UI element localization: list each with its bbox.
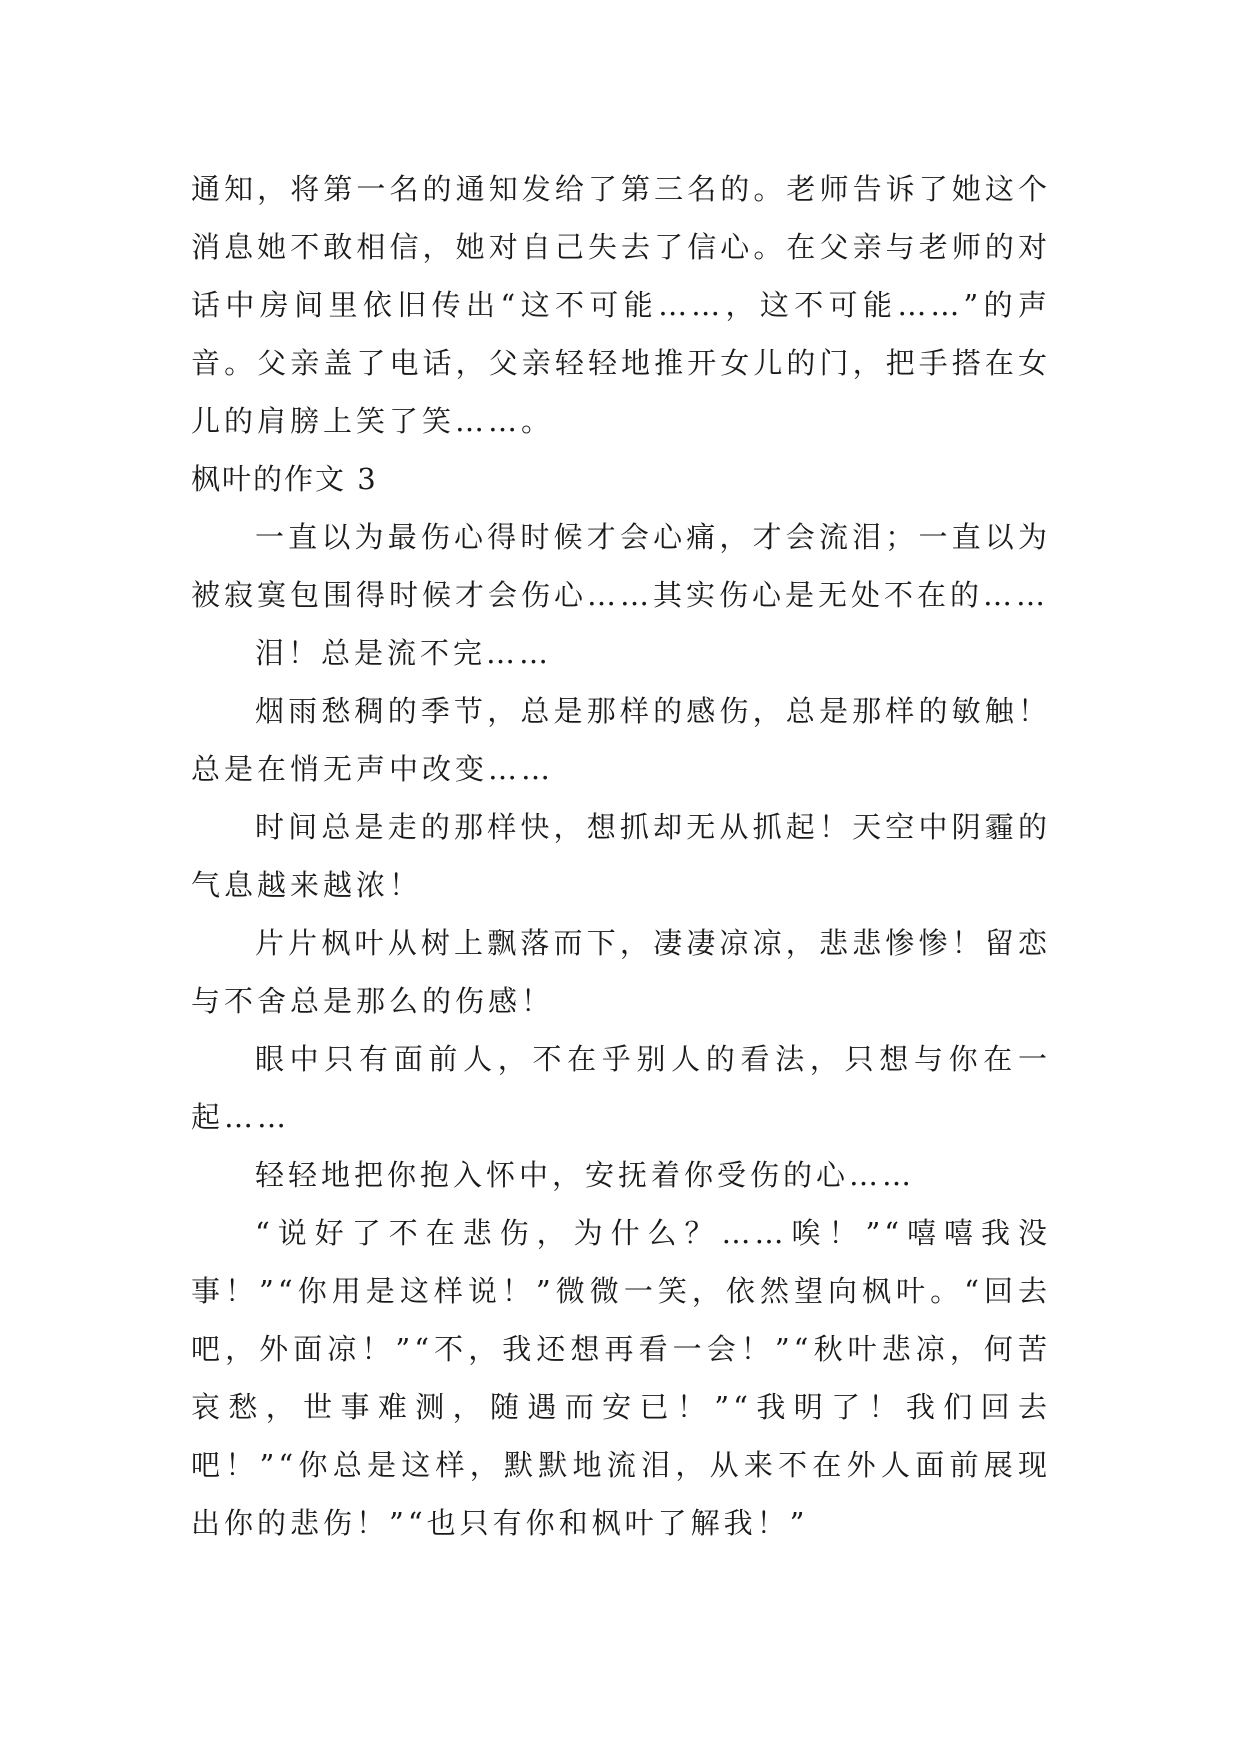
paragraph-5: 片片枫叶从树上飘落而下，凄凄凉凉，悲悲惨惨！留恋与不舍总是那么的伤感！ <box>191 926 1051 1018</box>
paragraph-2: 泪！总是流不完…… <box>255 636 553 670</box>
paragraph-1: 一直以为最伤心得时候才会心痛，才会流泪；一直以为被寂寞包围得时候才会伤心……其实伤心是无处不在的…… <box>191 520 1051 612</box>
paragraph-8: “说好了不在悲伤，为什么？……唉！”“嘻嘻我没事！”“你用是这样说！”微微一笑，依然望向枫叶。“回去吧，外面凉！”“不，我还想再看一会！”“秋叶悲凉，何苦哀愁，世事难测，随遇而安已！”“我明了！我们回去吧！”“你总是这样，默默地流泪，从来不在外人面前展现出你的悲伤！”“也只有你和枫叶了解我！” <box>191 1216 1051 1540</box>
paragraph-3: 烟雨愁稠的季节，总是那样的感伤，总是那样的敏触！总是在悄无声中改变…… <box>191 694 1051 786</box>
paragraph-7: 轻轻地把你抱入怀中，安抚着你受伤的心…… <box>255 1158 916 1192</box>
continuation-paragraph: 通知，将第一名的通知发给了第三名的。老师告诉了她这个消息她不敢相信，她对自己失去了信心。在父亲与老师的对话中房间里依旧传出“这不可能……，这不可能……”的声音。父亲盖了电话，父亲轻轻地推开女儿的门，把手搭在女儿的肩膀上笑了笑……。 <box>191 172 1051 438</box>
document-body <box>191 160 1051 1552</box>
section-title: 枫叶的作文 3 <box>191 462 378 496</box>
paragraph-6: 眼中只有面前人，不在乎别人的看法，只想与你在一起…… <box>191 1042 1051 1134</box>
paragraph-4: 时间总是走的那样快，想抓却无从抓起！天空中阴霾的气息越来越浓！ <box>191 810 1051 902</box>
